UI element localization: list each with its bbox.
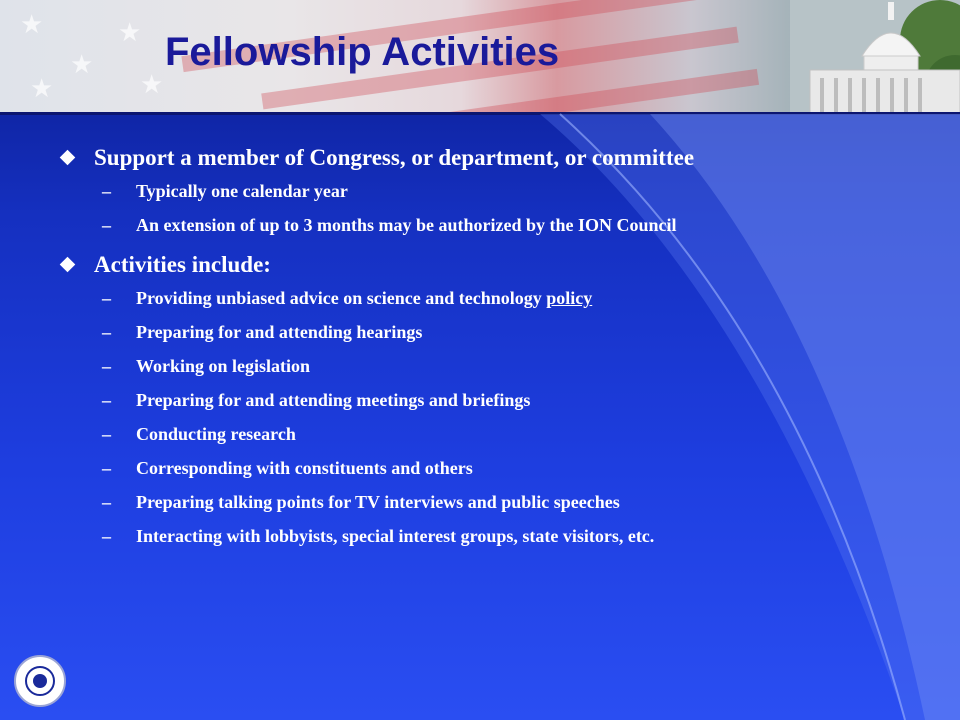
dash-icon: – <box>102 458 111 478</box>
sub-item-text: Preparing for and attending hearings <box>136 322 423 342</box>
star-icon: ★ <box>118 18 142 48</box>
dash-icon: – <box>102 181 111 201</box>
sub-item-text: Providing unbiased advice on science and technology <box>136 288 547 308</box>
sub-item <box>60 287 876 310</box>
sub-item <box>60 355 876 378</box>
slide-content <box>60 144 930 559</box>
sub-item <box>60 423 876 446</box>
sub-item-text: Preparing talking points for TV interviews and public speeches <box>136 492 620 512</box>
diamond-bullet-icon <box>60 150 76 166</box>
bullet-text: Activities include: <box>94 252 271 277</box>
dash-icon: – <box>102 322 111 342</box>
sub-item-text: Working on legislation <box>136 356 311 376</box>
sub-item-text: Conducting research <box>136 424 296 444</box>
dash-icon: – <box>102 390 111 410</box>
star-icon: ★ <box>70 50 94 80</box>
star-icon: ★ <box>20 10 44 40</box>
seal-emblem-icon <box>33 674 47 688</box>
sub-item-text: Typically one calendar year <box>136 181 348 201</box>
policy-link[interactable]: policy <box>546 288 593 308</box>
bullet-item <box>60 144 930 172</box>
dash-icon: – <box>102 492 111 512</box>
seal-ring <box>25 666 55 696</box>
dash-icon: – <box>102 288 111 308</box>
bullet-text: Support a member of Congress, or department, or committee <box>94 145 695 170</box>
sub-item-text: Corresponding with constituents and others <box>136 458 473 478</box>
sub-item <box>60 214 876 237</box>
sub-item-text: Interacting with lobbyists, special interest groups, state visitors, etc. <box>136 526 655 546</box>
diamond-bullet-icon <box>60 257 76 273</box>
star-icon: ★ <box>140 70 164 100</box>
sub-item <box>60 491 876 514</box>
dash-icon: – <box>102 356 111 376</box>
sub-item-text: Preparing for and attending meetings and briefings <box>136 390 531 410</box>
dash-icon: – <box>102 526 111 546</box>
slide-title: Fellowship Activities <box>165 30 560 74</box>
sub-item <box>60 321 876 344</box>
star-icon: ★ <box>30 74 54 104</box>
sub-item <box>60 457 876 480</box>
sub-item <box>60 389 876 412</box>
bullet-item <box>60 251 930 279</box>
sub-item <box>60 525 936 548</box>
sub-item-text: An extension of up to 3 months may be authorized by the ION Council <box>136 215 677 235</box>
dash-icon: – <box>102 215 111 235</box>
ion-seal-logo <box>14 655 66 707</box>
sub-item <box>60 180 876 203</box>
dash-icon: – <box>102 424 111 444</box>
